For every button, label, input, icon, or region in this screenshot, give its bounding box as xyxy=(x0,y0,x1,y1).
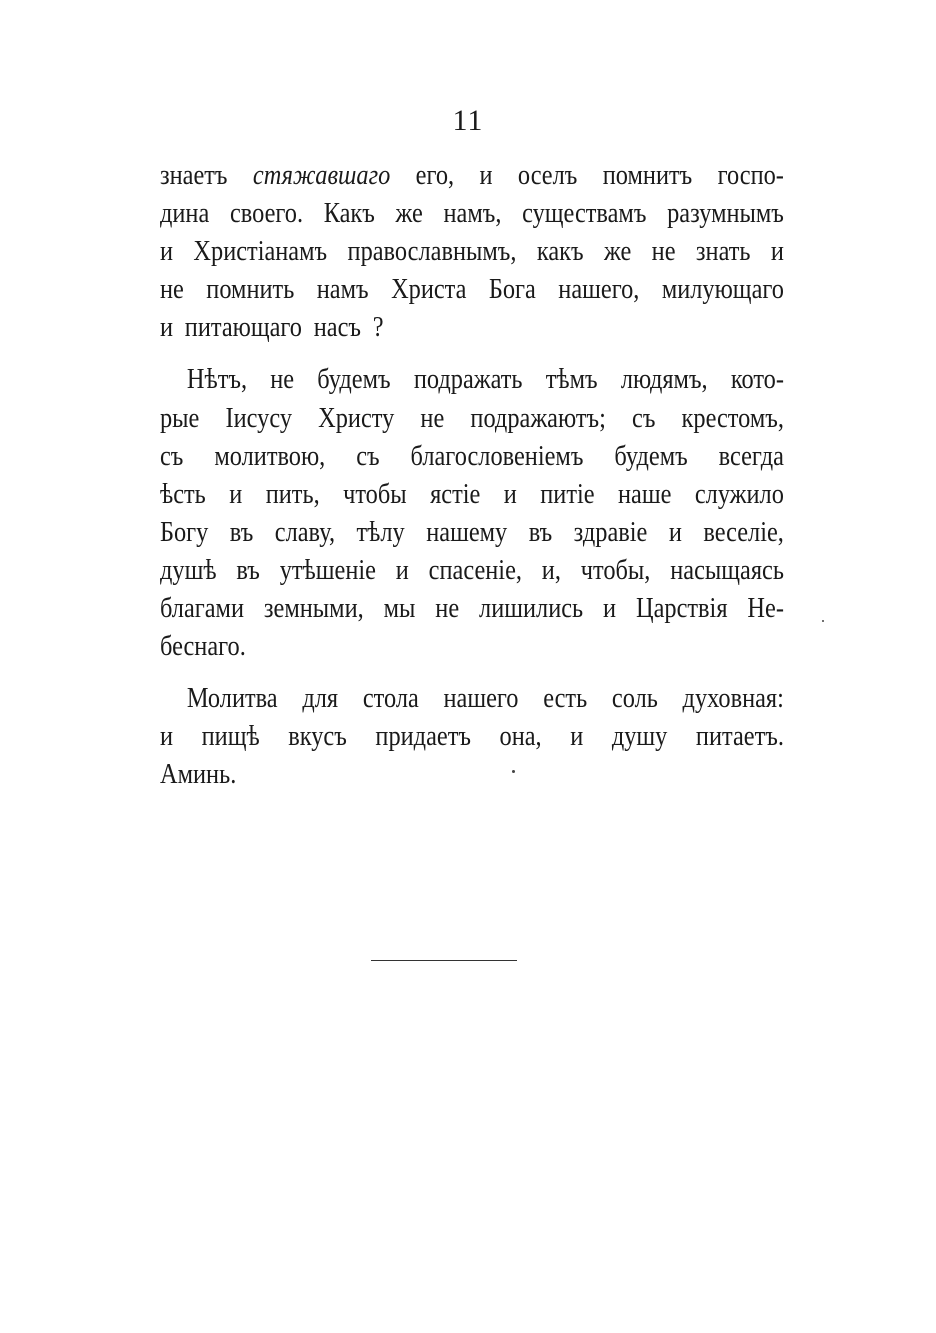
word: въ xyxy=(528,515,553,548)
word: знать xyxy=(695,235,751,268)
word: Царствія xyxy=(636,592,728,625)
word: не xyxy=(270,363,295,396)
paragraph xyxy=(160,679,784,793)
word: будемъ xyxy=(317,363,391,396)
text-line xyxy=(160,717,784,755)
word: и xyxy=(229,477,243,510)
word: не xyxy=(160,273,184,306)
word: подражаютъ; xyxy=(470,401,606,434)
word: мы xyxy=(383,592,416,625)
word: намъ, xyxy=(443,197,502,230)
word: нашего xyxy=(443,682,519,715)
word: людямъ, xyxy=(620,363,708,396)
word: ястіе xyxy=(430,477,481,510)
word: существамъ xyxy=(522,197,647,230)
word: и xyxy=(395,553,409,586)
word: придаетъ xyxy=(375,720,471,753)
text-line xyxy=(160,627,784,665)
word: не xyxy=(420,401,445,434)
word: его, xyxy=(415,159,455,191)
word: насыщаясь xyxy=(670,553,784,586)
word: Христіанамъ xyxy=(193,235,328,268)
paragraph-gap xyxy=(160,665,784,679)
word: госпо- xyxy=(717,159,784,191)
word: крестомъ, xyxy=(681,401,784,434)
word: питаетъ. xyxy=(695,720,784,753)
word: тѣмъ xyxy=(545,363,598,396)
word: будемъ xyxy=(614,439,688,472)
word: чтобы, xyxy=(580,553,651,586)
word: для xyxy=(302,682,339,715)
word: благословеніемъ xyxy=(410,439,584,472)
word: съ xyxy=(356,439,380,472)
word: душу xyxy=(611,720,668,753)
word: Христа xyxy=(391,273,467,306)
word: Богу xyxy=(160,515,209,548)
word: спасеніе, xyxy=(428,553,522,586)
word: рые xyxy=(160,401,200,434)
word: нашего, xyxy=(558,273,640,306)
text-line xyxy=(160,308,784,346)
word: пищѣ xyxy=(201,720,260,753)
word: разумнымъ xyxy=(667,197,784,230)
word: соль xyxy=(611,682,658,715)
word: не xyxy=(435,592,460,625)
word: есть xyxy=(543,682,588,715)
word: Нѣтъ, xyxy=(186,363,248,396)
text-line xyxy=(160,232,784,270)
word: же xyxy=(603,235,632,268)
word: съ xyxy=(632,401,656,434)
end-rule xyxy=(371,960,517,961)
word: ? xyxy=(372,311,384,344)
body-text xyxy=(160,156,784,794)
word: тѣлу xyxy=(356,515,405,548)
word: всегда xyxy=(718,439,784,472)
text-line xyxy=(160,437,784,475)
word: и xyxy=(160,311,174,344)
word: кото- xyxy=(730,363,784,396)
word: съ xyxy=(160,439,184,472)
word: и xyxy=(160,720,174,753)
word: здравіе xyxy=(573,515,648,548)
word: она, xyxy=(499,720,542,753)
word: веселіе, xyxy=(703,515,784,548)
word: стола xyxy=(362,682,419,715)
word: знаетъ xyxy=(160,159,228,191)
word: молитвою, xyxy=(214,439,326,472)
word: питіе xyxy=(540,477,595,510)
word: служило xyxy=(694,477,784,510)
word: намъ xyxy=(316,273,369,306)
page-number: 11 xyxy=(452,104,484,137)
word: помнить xyxy=(206,273,295,306)
text-line xyxy=(160,399,784,437)
word: пить, xyxy=(265,477,320,510)
word: чтобы xyxy=(343,477,407,510)
print-speck xyxy=(512,770,515,773)
word: Не- xyxy=(747,592,784,625)
word: и xyxy=(668,515,682,548)
text-line xyxy=(160,513,784,551)
print-speck xyxy=(822,620,824,622)
word: и xyxy=(160,235,174,268)
word: и xyxy=(770,235,784,268)
word: и xyxy=(479,159,493,191)
paragraph xyxy=(160,156,784,346)
word: своего. xyxy=(229,197,304,230)
text-line xyxy=(160,156,784,194)
text-line xyxy=(160,679,784,717)
text-line xyxy=(160,270,784,308)
word: Христу xyxy=(318,401,395,434)
word: Какъ xyxy=(323,197,375,230)
word: и, xyxy=(541,553,561,586)
word: беснаго. xyxy=(160,630,246,663)
word: какъ xyxy=(536,235,584,268)
word: оселъ xyxy=(517,159,578,191)
word: вкусъ xyxy=(288,720,347,753)
word: же xyxy=(395,197,423,230)
word: наше xyxy=(617,477,672,510)
word: не xyxy=(651,235,676,268)
text-line xyxy=(160,755,784,793)
word: благами xyxy=(160,592,245,625)
word: духовная: xyxy=(682,682,784,715)
paragraph-gap xyxy=(160,346,784,360)
word: ѣсть xyxy=(160,477,206,510)
word: лишились xyxy=(479,592,584,625)
word: и xyxy=(603,592,617,625)
paragraph xyxy=(160,360,784,665)
word: въ xyxy=(236,553,260,586)
word: земными, xyxy=(263,592,364,625)
text-line xyxy=(160,589,784,627)
word: подражать xyxy=(413,363,523,396)
word: питающаго xyxy=(184,311,302,344)
word: стяжавшаго xyxy=(252,159,391,191)
word: нашему xyxy=(426,515,508,548)
word: душѣ xyxy=(160,553,217,586)
word: и xyxy=(503,477,517,510)
word: въ xyxy=(229,515,254,548)
word: Молитва xyxy=(186,682,278,715)
word: насъ xyxy=(313,311,361,344)
text-line xyxy=(160,360,784,398)
word: Іисусу xyxy=(225,401,292,434)
word: Аминь. xyxy=(160,758,237,791)
text-line xyxy=(160,551,784,589)
text-line xyxy=(160,194,784,232)
word: православнымъ, xyxy=(347,235,517,268)
word: славу, xyxy=(274,515,336,548)
word: дина xyxy=(160,197,210,230)
word: и xyxy=(570,720,584,753)
word: Бога xyxy=(488,273,536,306)
word: милующаго xyxy=(661,273,784,306)
word: помнитъ xyxy=(602,159,693,191)
text-line xyxy=(160,475,784,513)
word: утѣшеніе xyxy=(279,553,376,586)
